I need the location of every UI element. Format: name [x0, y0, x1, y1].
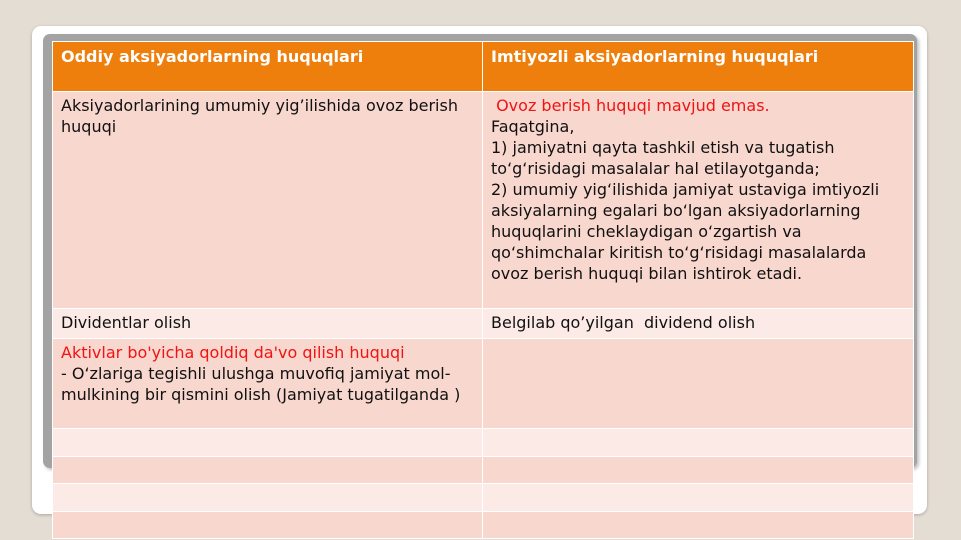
table-row [53, 309, 914, 339]
cell-text: - O‘zlariga tegishli ulushga muvofiq jamiyat mol-mulkining bir qismini olish (Jamiyat tugatilganda ) [61, 364, 461, 404]
empty-cell [483, 457, 914, 484]
empty-cell [53, 484, 483, 512]
empty-cell [483, 484, 914, 512]
cell-dividend-preferred: Belgilab qo’yilgan dividend olish [483, 309, 914, 339]
cell-dividend-ordinary: Dividentlar olish [53, 309, 483, 339]
table-row [53, 512, 914, 539]
table-row [53, 484, 914, 512]
header-ordinary-rights: Oddiy aksiyadorlarning huquqlari [53, 42, 483, 92]
table-row [53, 429, 914, 457]
cell-line: Faqatgina, [491, 117, 575, 136]
empty-cell [53, 429, 483, 457]
cell-line: 2) umumiy yig‘ilishida jamiyat ustaviga imtiyozli aksiyalarning egalari bo‘lgan aksiyadorlarning huquqlarini cheklaydigan o‘zgartish va qo‘shimchalar kiritish to‘g‘risidagi masalalarda ovoz berish huquqi bilan ishtirok etadi. [491, 180, 880, 283]
cell-residual-claim-preferred [483, 339, 914, 429]
table-header-row [53, 42, 914, 92]
table-row [53, 457, 914, 484]
cell-voting-preferred [483, 92, 914, 309]
empty-cell [483, 429, 914, 457]
empty-cell [53, 512, 483, 539]
cell-text: Aksiyadorlarining umumiy yig’ilishida ovoz berish huquqi [61, 96, 458, 136]
highlight-text: Aktivlar bo'yicha qoldiq da'vo qilish huquqi [61, 343, 405, 362]
comparison-table [52, 41, 914, 539]
cell-line: 1) jamiyatni qayta tashkil etish va tugatish to‘g‘risidagi masalalar hal etilayotganda; [491, 138, 835, 178]
empty-cell [53, 457, 483, 484]
cell-residual-claim-ordinary [53, 339, 483, 429]
table-row [53, 92, 914, 309]
highlight-text: Ovoz berish huquqi mavjud emas. [491, 96, 770, 115]
cell-voting-ordinary [53, 92, 483, 309]
header-preferred-rights: Imtiyozli aksiyadorlarning huquqlari [483, 42, 914, 92]
empty-cell [483, 512, 914, 539]
table-row [53, 339, 914, 429]
